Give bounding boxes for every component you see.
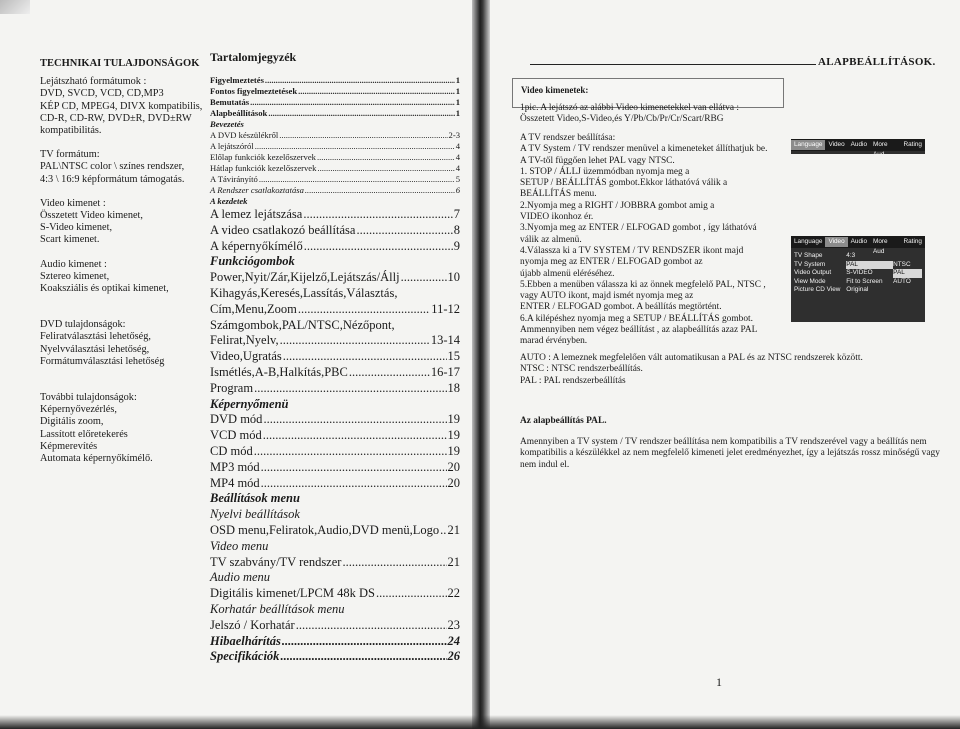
toc-leader bbox=[279, 130, 447, 141]
section-header: ALAPBEÁLLÍTÁSOK. bbox=[818, 56, 936, 68]
toc-leader bbox=[263, 412, 446, 428]
toc-entry-label: Beállítások menu bbox=[210, 491, 300, 506]
osd-row bbox=[791, 269, 925, 278]
osd-row-option: PAL bbox=[893, 269, 922, 278]
toc-leader bbox=[254, 381, 446, 397]
left-page bbox=[0, 0, 472, 729]
osd-tab: Video bbox=[825, 237, 847, 247]
toc-entry-label: Program bbox=[210, 380, 254, 395]
tech-title: TECHNIKAI TULAJDONSÁGOK bbox=[40, 58, 200, 69]
text-line: AUTO : A lemeznek megfelelően vált automatikusan a PAL és az NTSC rendszerek között. bbox=[520, 353, 863, 363]
spec-line: Automata képernyőkímélő. bbox=[40, 453, 153, 465]
osd-row-option: AUTO bbox=[893, 277, 911, 285]
toc-entry-label: A Távirányító bbox=[210, 174, 258, 184]
toc-entry bbox=[210, 152, 460, 163]
toc-leader bbox=[317, 163, 454, 174]
text-line: nem indul el. bbox=[520, 459, 570, 470]
toc-leader bbox=[356, 223, 452, 239]
toc-leader bbox=[298, 86, 455, 97]
toc-entry-label: MP3 mód bbox=[210, 459, 260, 474]
toc-entry: Kihagyás,Keresés,Lassítás,Választás, bbox=[210, 285, 398, 300]
text-line: 4.Válassza ki a TV SYSTEM / TV RENDSZER ikont majd bbox=[520, 245, 744, 256]
spec-line bbox=[40, 295, 202, 307]
toc-entry-label: A DVD készülékről bbox=[210, 130, 279, 140]
toc-entry bbox=[210, 239, 460, 255]
toc-entry bbox=[210, 141, 460, 152]
toc-leader bbox=[296, 618, 447, 634]
toc-entry-label: MP4 mód bbox=[210, 475, 260, 490]
toc-entry bbox=[210, 302, 460, 318]
toc-entry-page: 20 bbox=[447, 475, 460, 490]
toc-entry-label: CD mód bbox=[210, 443, 253, 458]
osd-row-option: NTSC bbox=[893, 260, 911, 268]
toc-entry bbox=[210, 97, 460, 108]
toc-entry-page: 4 bbox=[455, 152, 460, 162]
mode-descriptions bbox=[520, 353, 940, 387]
toc-leader bbox=[261, 460, 447, 476]
osd-row-value: PAL bbox=[846, 261, 893, 270]
spec-line: Scart kimenet. bbox=[40, 234, 100, 246]
toc-entry bbox=[210, 207, 460, 223]
text-line: marad érvényben. bbox=[520, 336, 588, 347]
toc-entry-label: OSD menu,Feliratok,Audio,DVD menü,Logo bbox=[210, 522, 440, 537]
osd-row-value: Original bbox=[846, 286, 869, 293]
toc-leader bbox=[254, 444, 447, 460]
table-of-contents bbox=[210, 50, 460, 665]
osd-menu-video bbox=[791, 236, 925, 322]
toc-entry-label: Nyelvi beállítások bbox=[210, 507, 300, 522]
toc-entry-page: 1 bbox=[455, 86, 460, 96]
osd-tab: More Aud bbox=[873, 141, 888, 158]
toc-entry bbox=[210, 365, 460, 381]
toc-entry bbox=[210, 618, 460, 634]
spec-line: Digitális zoom, bbox=[40, 416, 104, 428]
toc-entry-label: Előlap funkciók kezelőszervek bbox=[210, 152, 316, 162]
toc-leader bbox=[305, 185, 455, 196]
toc-entry-page: 24 bbox=[447, 633, 460, 648]
text-line: Összetett Video,S-Video,és Y/Pb/Cb/Pr/Cr/Scart/RBG bbox=[520, 114, 724, 125]
osd-row-key: View Mode bbox=[794, 277, 826, 285]
toc-entry-label: A Rendszer csatlakoztatása bbox=[210, 185, 304, 195]
text-line: 3.Nyomja meg az ENTER / ELFOGAD gombot , így láthatóvá bbox=[520, 223, 757, 234]
spec-line: 4:3 \ 16:9 képformátum támogatás. bbox=[40, 173, 185, 185]
toc-entry bbox=[210, 397, 460, 413]
toc-entry-label: Video,Ugratás bbox=[210, 349, 282, 364]
toc-entry-label: Jelszó / Korhatár bbox=[210, 617, 295, 632]
toc-entry bbox=[210, 444, 460, 460]
spec-line: Lassított előretekerés bbox=[40, 428, 128, 440]
text-line: Amennyiben a TV system / TV rendszer beállítása nem kompatibilis a TV rendszerével vagy a beállítás nem bbox=[520, 437, 927, 447]
toc-entry-label: Funkciógombok bbox=[210, 254, 295, 269]
toc-entry: Számgombok,PAL/NTSC,Nézőpont, bbox=[210, 317, 395, 332]
toc-entry bbox=[210, 476, 460, 492]
text-line: ENTER / ELFOGAD gombot. A beállítás megtörtént. bbox=[520, 302, 722, 313]
osd-row-key: Video Output bbox=[794, 269, 832, 276]
toc-entry bbox=[210, 412, 460, 428]
toc-entry-page: 18 bbox=[447, 380, 460, 395]
toc-leader bbox=[401, 270, 447, 286]
spec-line: Formátumválasztási lehetőség bbox=[40, 355, 165, 367]
spec-line: Koaksziális és optikai kimenet, bbox=[40, 283, 169, 295]
osd-rows bbox=[791, 248, 925, 295]
toc-entry-label: Képernyőmenü bbox=[210, 396, 289, 411]
toc-entry-page: 2-3 bbox=[448, 130, 460, 140]
toc-leader bbox=[280, 649, 446, 665]
spec-line: DVD, SVCD, VCD, CD,MP3 bbox=[40, 88, 164, 100]
toc-entry-label: Alapbeállítások bbox=[210, 108, 268, 118]
toc-entry bbox=[210, 570, 460, 586]
toc-leader bbox=[261, 476, 447, 492]
toc-leader bbox=[376, 586, 447, 602]
toc-entry-page: 7 bbox=[453, 207, 460, 221]
toc-entry bbox=[210, 507, 460, 523]
osd-row bbox=[791, 286, 925, 295]
default-title: Az alapbeállítás PAL. bbox=[520, 416, 607, 426]
osd-row-value: 4:3 bbox=[846, 252, 856, 259]
toc-leader bbox=[250, 97, 455, 108]
toc-leader bbox=[298, 302, 430, 318]
text-line: 6.A kilépéshez nyomja meg a SETUP / BEÁLLÍTÁS gombot. bbox=[520, 313, 753, 324]
osd-tab: Audio bbox=[850, 141, 868, 148]
toc-entry-label: Felirat,Nyelv, bbox=[210, 333, 279, 348]
spec-line: DVD tulajdonságok: bbox=[40, 319, 126, 331]
default-description bbox=[520, 437, 940, 471]
toc-leader bbox=[263, 428, 447, 444]
page-corner bbox=[0, 0, 30, 14]
spec-line: TV formátum: bbox=[40, 149, 100, 161]
toc-entry bbox=[210, 119, 460, 130]
toc-entry bbox=[210, 86, 460, 97]
osd-row bbox=[791, 278, 925, 287]
osd-row bbox=[791, 261, 925, 270]
header-rule bbox=[530, 64, 816, 65]
toc-leader bbox=[283, 349, 447, 365]
text-line: nyomja meg az ENTER / ELFOGAD gombot az bbox=[520, 257, 703, 268]
spec-line: Képmerevítés bbox=[40, 440, 98, 452]
toc-entry-page: 5 bbox=[455, 174, 460, 184]
toc-entry-label: Hibaelhárítás bbox=[210, 633, 281, 648]
osd-tab: Language bbox=[791, 140, 825, 150]
box-title: Video kimenetek: bbox=[521, 85, 589, 95]
toc-entry bbox=[210, 196, 460, 207]
toc-entry bbox=[210, 108, 460, 119]
toc-entry bbox=[210, 634, 460, 650]
spec-line: CD-R, CD-RW, DVD±R, DVD±RW bbox=[40, 112, 192, 124]
toc-entry-page: 19 bbox=[447, 412, 460, 427]
toc-entry-label: A video csatlakozó beállítása bbox=[210, 222, 356, 237]
spec-line bbox=[40, 186, 202, 198]
spec-line bbox=[40, 247, 202, 259]
osd-menu-language bbox=[791, 139, 925, 158]
toc-entry-page: 13-14 bbox=[430, 333, 460, 348]
spec-line: Képernyővezérlés, bbox=[40, 404, 117, 416]
toc-entry bbox=[210, 602, 460, 618]
toc-leader bbox=[259, 174, 455, 185]
text-line: A TV rendszer beállítása: bbox=[520, 133, 616, 143]
toc-entry bbox=[210, 586, 460, 602]
toc-leader bbox=[268, 108, 454, 119]
text-line: BEÁLLÍTÁS menu. bbox=[520, 189, 597, 200]
toc-entry-page: 16-17 bbox=[430, 364, 460, 379]
toc-entry bbox=[210, 75, 460, 86]
osd-row bbox=[791, 252, 925, 261]
toc-entry-label: A kezdetek bbox=[210, 196, 248, 206]
toc-entry bbox=[210, 555, 460, 571]
spec-line: Video kimenet : bbox=[40, 197, 106, 209]
osd-tab: Rating bbox=[903, 238, 922, 245]
toc-leader bbox=[265, 75, 455, 86]
spec-line: Összetett Video kimenet, bbox=[40, 210, 143, 222]
toc-entry-label: VCD mód bbox=[210, 428, 262, 443]
toc-entry-page: 10 bbox=[447, 270, 460, 285]
spec-line: kompatibilitás. bbox=[40, 125, 102, 137]
toc-entry-page: 4 bbox=[455, 141, 460, 151]
toc-entry-label: A képernyőkímélő bbox=[210, 238, 303, 253]
toc-entry-label: Hátlap funkciók kezelőszervek bbox=[210, 163, 317, 173]
page-number: 1 bbox=[716, 675, 722, 689]
tech-lines bbox=[40, 76, 202, 465]
osd-row-key: Picture CD View bbox=[794, 286, 841, 293]
toc-entry-page: 1 bbox=[455, 75, 460, 85]
spec-line: Sztereo kimenet, bbox=[40, 270, 110, 282]
spec-line: KÉP CD, MPEG4, DIVX kompatibilis, bbox=[40, 100, 203, 112]
toc-entry-label: Bemutatás bbox=[210, 97, 250, 107]
spec-line bbox=[40, 137, 202, 149]
toc-entry-page: 1 bbox=[455, 97, 460, 107]
toc-entry bbox=[210, 491, 460, 507]
toc-leader bbox=[303, 207, 452, 223]
toc-entry-page: 11-12 bbox=[431, 301, 460, 316]
toc-entry bbox=[210, 381, 460, 397]
text-line: A TV System / TV rendszer menüvel a kimeneteket állíthatjuk be. bbox=[520, 144, 768, 155]
osd-row-option bbox=[893, 286, 922, 295]
toc-entry-label: TV szabvány/TV rendszer bbox=[210, 554, 342, 569]
toc-entry bbox=[210, 349, 460, 365]
toc-entry-page: 21 bbox=[447, 554, 460, 569]
toc-entry bbox=[210, 460, 460, 476]
osd-row-option bbox=[893, 252, 922, 261]
spec-line bbox=[40, 368, 202, 380]
osd-row-key: TV Shape bbox=[794, 252, 823, 259]
osd-row-key: TV System bbox=[794, 260, 826, 268]
toc-entry-label: A lejátszóról bbox=[210, 141, 254, 151]
toc-entry-label: Digitális kimenet/LPCM 48k DS bbox=[210, 586, 375, 601]
toc-entry-page: 26 bbox=[447, 649, 460, 664]
toc-entry bbox=[210, 130, 460, 141]
osd-tab: Audio bbox=[850, 238, 868, 245]
toc-entry-page: 22 bbox=[447, 586, 460, 601]
toc-leader bbox=[440, 523, 446, 539]
osd-tab: Video bbox=[828, 141, 845, 148]
technical-specs bbox=[40, 58, 202, 465]
toc-entry bbox=[210, 185, 460, 196]
spec-line bbox=[40, 380, 202, 392]
text-line: 1pic. A lejátszó az alábbi Video kimenetekkel van ellátva : bbox=[520, 103, 739, 113]
text-line: Ammennyiben nem végez beállítást , az alapbeállítás azaz PAL bbox=[520, 325, 758, 336]
text-line: kompatibilis a készülékkel az nem megfelelő kimeneti jelet eredményezhet, így a lejátszás rossz minőségű vagy bbox=[520, 448, 940, 459]
toc-entry-label: Specifikációk bbox=[210, 649, 280, 664]
toc-leader bbox=[349, 365, 430, 381]
text-line: SETUP / BEÁLLÍTÁS gombot.Ekkor láthatóvá válik a bbox=[520, 178, 728, 189]
toc-leader bbox=[317, 152, 455, 163]
text-line: válik az almenü. bbox=[520, 234, 582, 245]
book-gutter bbox=[472, 0, 490, 729]
toc-entry-page: 15 bbox=[447, 349, 460, 364]
text-line: újabb almenü eléréséhez. bbox=[520, 268, 615, 279]
osd-tab: More Aud bbox=[873, 238, 888, 255]
toc-entry-page: 19 bbox=[447, 428, 460, 443]
toc-entry-label: Audio menu bbox=[210, 570, 271, 585]
text-line: A TV-től függően lehet PAL vagy NTSC. bbox=[520, 155, 675, 166]
text-line: 2.Nyomja meg a RIGHT / JOBBRA gombot amig a bbox=[520, 200, 715, 211]
toc-entry-page: 21 bbox=[447, 522, 460, 537]
toc-entry bbox=[210, 649, 460, 665]
text-line: NTSC : NTSC rendszerbeállítás. bbox=[520, 364, 643, 375]
spec-line: Feliratválasztási lehetőség, bbox=[40, 331, 151, 343]
toc-entry-page: 6 bbox=[455, 185, 460, 195]
spec-line: Audio kimenet : bbox=[40, 258, 107, 270]
toc-entry-page: 9 bbox=[453, 238, 460, 253]
bottom-shadow bbox=[0, 715, 960, 729]
toc-entry-label: Bevezetés bbox=[210, 119, 244, 129]
toc-leader bbox=[255, 141, 455, 152]
spec-line: S-Video kimenet, bbox=[40, 222, 113, 234]
toc-entry-label: Cím,Menu,Zoom bbox=[210, 301, 297, 316]
text-line: VIDEO ikonhoz ér. bbox=[520, 212, 594, 223]
toc-large-entries bbox=[210, 207, 460, 665]
toc-entry-label: Video menu bbox=[210, 538, 269, 553]
toc-leader bbox=[342, 555, 446, 571]
toc-small-entries bbox=[210, 75, 460, 207]
osd-row-value: Fit to Screen bbox=[846, 277, 883, 285]
toc-entry-label: Power,Nyit/Zár,Kijelző,Lejátszás/Állj bbox=[210, 270, 400, 285]
toc-entry-page: 23 bbox=[447, 617, 460, 632]
spec-line bbox=[40, 307, 202, 319]
toc-entry bbox=[210, 174, 460, 185]
toc-entry-page: 19 bbox=[447, 443, 460, 458]
toc-entry-label: Fontos figyelmeztetések bbox=[210, 86, 298, 96]
toc-entry bbox=[210, 163, 460, 174]
toc-entry bbox=[210, 254, 460, 270]
text-line: PAL : PAL rendszerbeállítás bbox=[520, 375, 626, 386]
spec-line: Nyelvválasztási lehetőség, bbox=[40, 343, 150, 355]
toc-entry-page: 1 bbox=[455, 108, 460, 118]
spec-line: Lejátszható formátumok : bbox=[40, 76, 147, 88]
toc-entry-label: Korhatár beállítások menu bbox=[210, 601, 345, 616]
toc-entry bbox=[210, 223, 460, 239]
toc-entry-label: A lemez lejátszása bbox=[210, 207, 303, 221]
text-line: vagy AUTO ikont, majd ismét nyomja meg az bbox=[520, 291, 694, 302]
intro-text bbox=[520, 103, 795, 126]
toc-leader bbox=[282, 634, 447, 650]
toc-entry bbox=[210, 523, 460, 539]
osd-row-value: S-VIDEO bbox=[846, 269, 873, 276]
toc-entry bbox=[210, 539, 460, 555]
toc-leader bbox=[304, 239, 453, 255]
toc-entry-label: Figyelmeztetés bbox=[210, 75, 264, 85]
osd-tab-bar bbox=[791, 139, 925, 158]
setup-steps bbox=[520, 133, 795, 348]
toc-title: Tartalomjegyzék bbox=[210, 50, 297, 64]
osd-tab: Rating bbox=[903, 141, 922, 148]
toc-entry-label: DVD mód bbox=[210, 412, 263, 427]
osd-tab: Language bbox=[794, 238, 823, 245]
toc-leader bbox=[280, 333, 430, 349]
toc-entry bbox=[210, 270, 460, 286]
spec-line: További tulajdonságok: bbox=[40, 392, 137, 404]
toc-entry-page: 4 bbox=[455, 163, 460, 173]
toc-entry bbox=[210, 333, 460, 349]
toc-entry-label: Ismétlés,A-B,Halkítás,PBC bbox=[210, 364, 348, 379]
spec-line: PAL\NTSC color \ színes rendszer, bbox=[40, 161, 185, 173]
text-line: 1. STOP / ÁLLJ üzemmódban nyomja meg a bbox=[520, 166, 690, 177]
toc-entry-page: 20 bbox=[447, 459, 460, 474]
toc-entry-page: 8 bbox=[453, 222, 460, 237]
text-line: 5.Ebben a menüben válassza ki az önnek megfelelő PAL, NTSC , bbox=[520, 279, 766, 290]
toc-entry bbox=[210, 428, 460, 444]
osd-tab-bar bbox=[791, 236, 925, 255]
